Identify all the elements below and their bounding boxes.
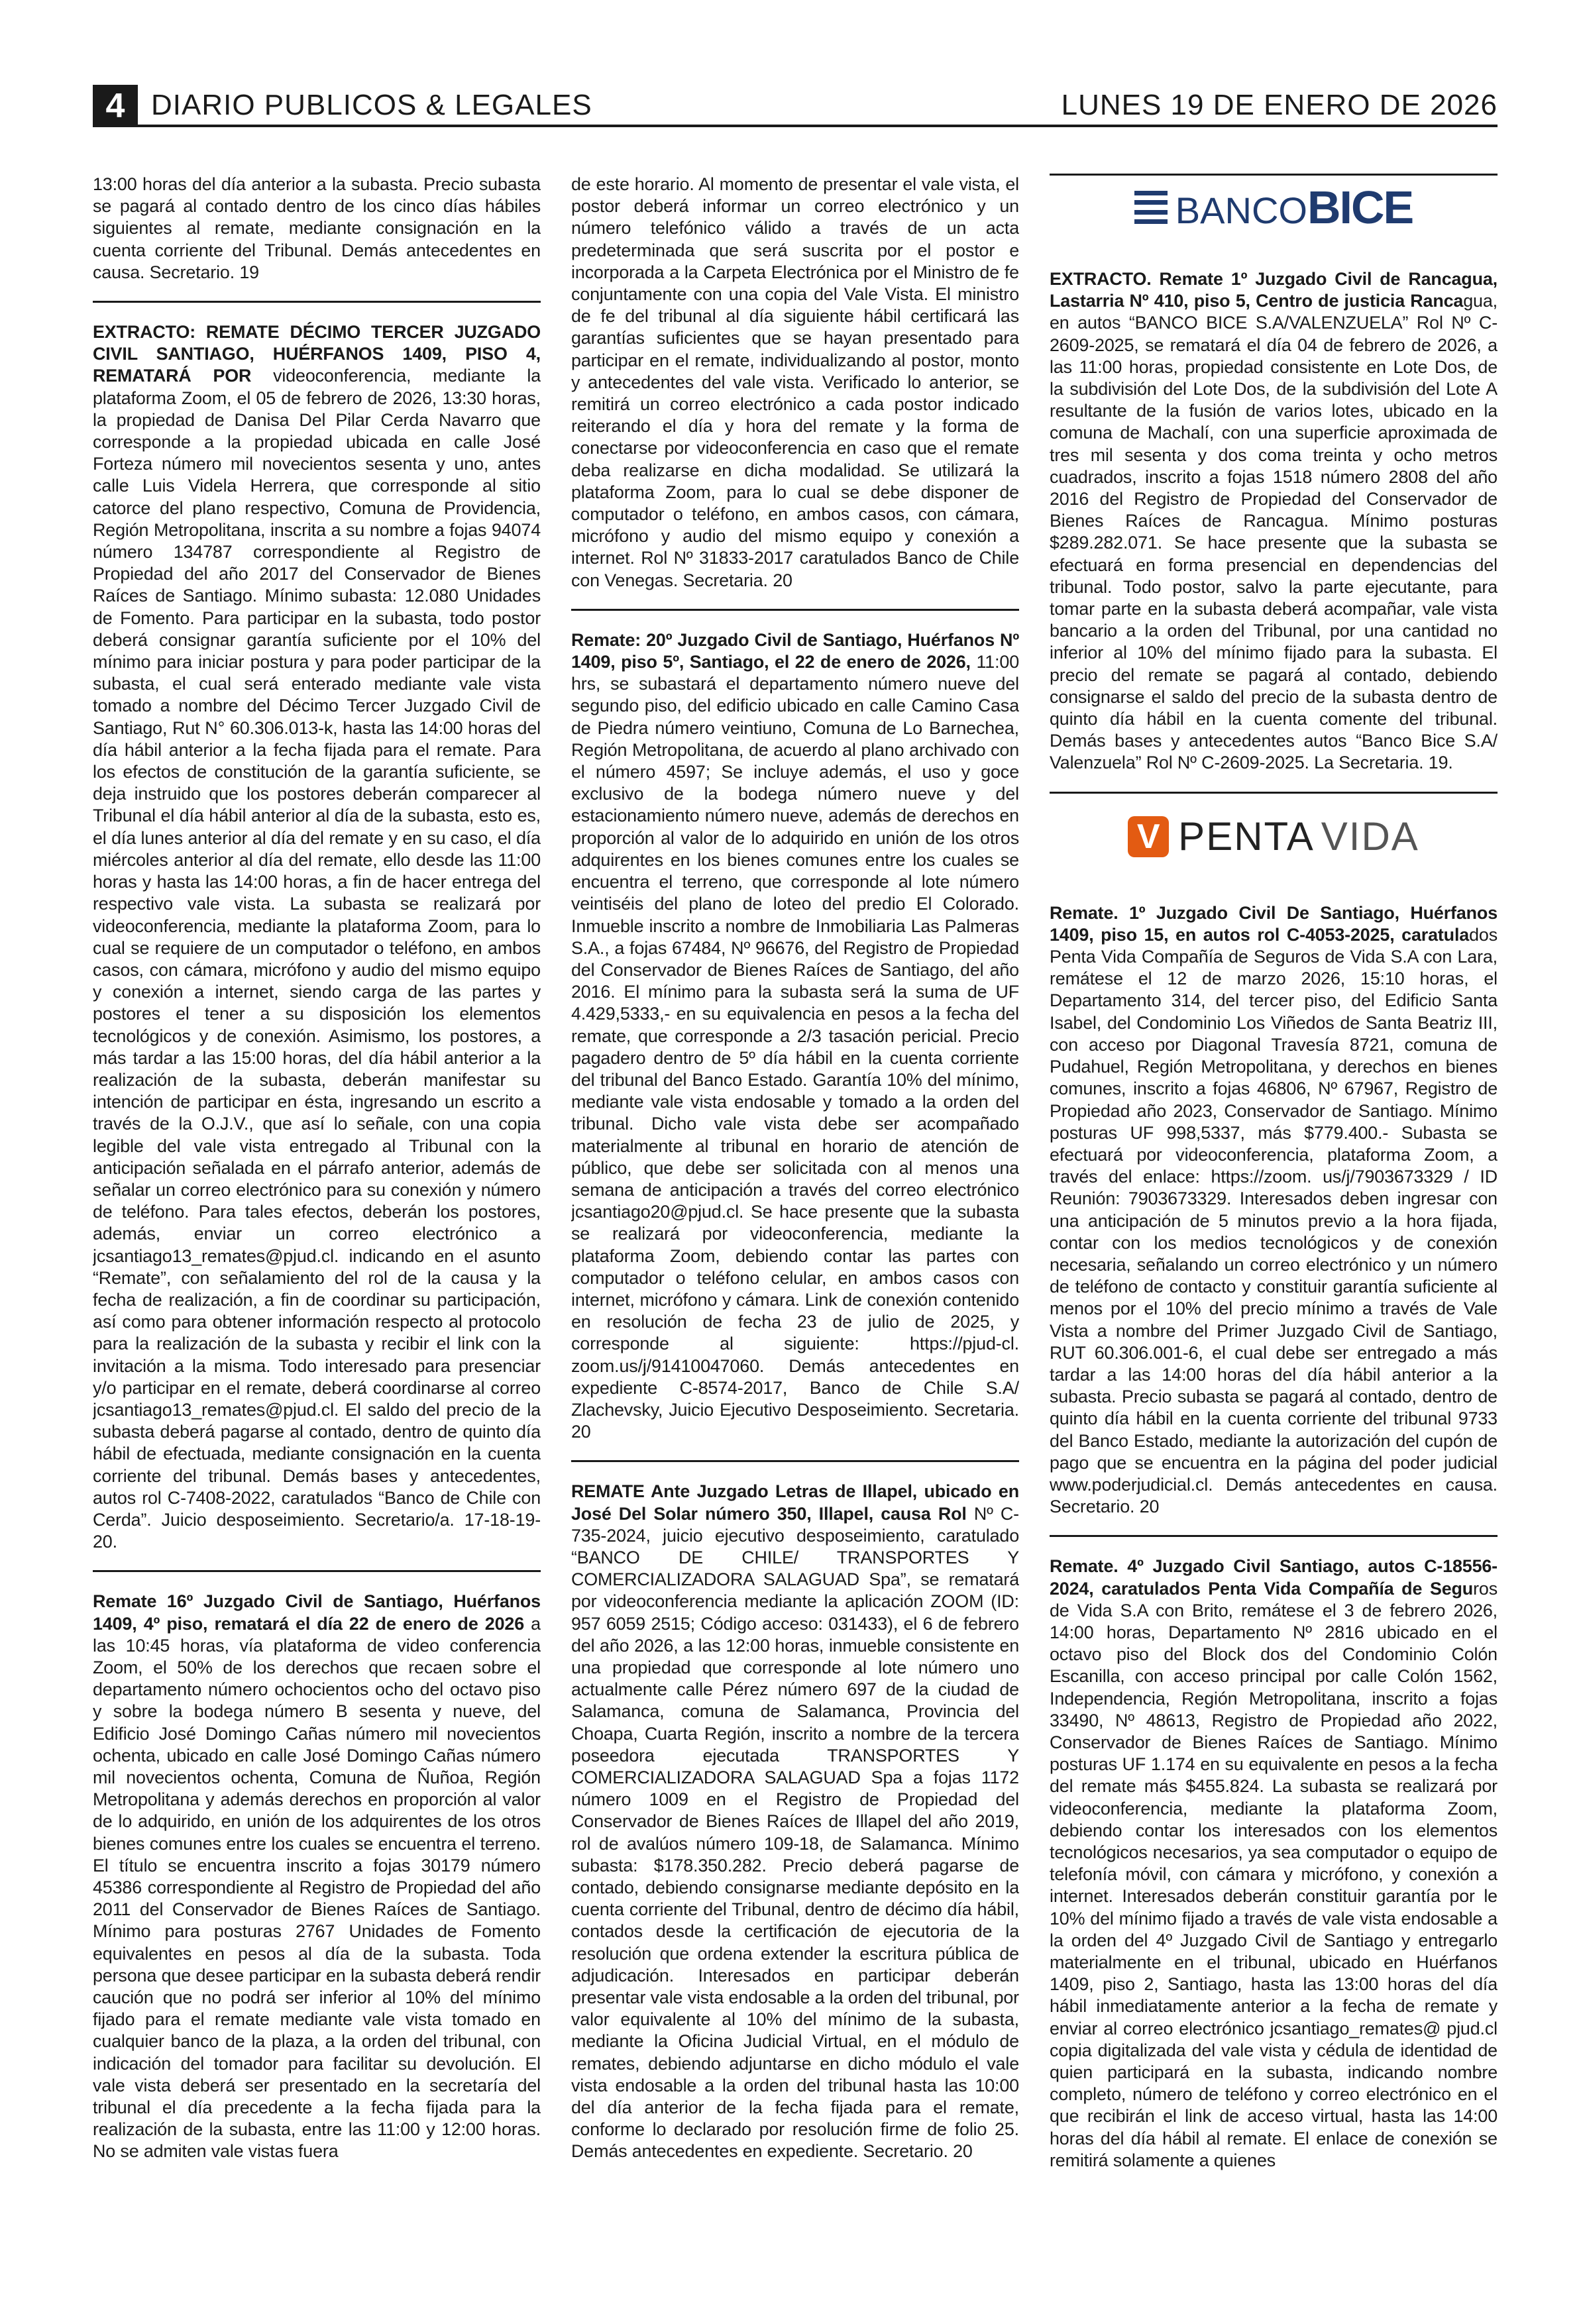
bice-logo-word-2: BICE [1307,182,1413,233]
notice-heading: Remate: 20º Juzgado Civil de Santiago, Huérfanos Nº 1409, piso 5º, Santiago, el 22 de enero de 2026, [571,629,1019,672]
notice-heading: Remate 16º Juzgado Civil de Santiago, Huérfanos 1409, 4º piso, rematará el día 22 de enero de 2026 [93,1591,541,1634]
notice-16-juzgado [93,1591,541,2162]
penta-logo-word-1: PENTA [1178,814,1315,859]
publication-date: LUNES 19 DE ENERO DE 2026 [1061,89,1498,121]
notice-continued [93,174,541,284]
notice-body: gua, en autos “BANCO BICE S.A/VALENZUELA” Rol Nº C-2609-2025, se rematará el día 04 de febrero de 2026, a las 11:00 horas, propiedad consistente en Lote Dos, de la subdivisión del Lote Dos, de la subdivisión del Lote A resultante de la fusión de varios lotes, ubicado en la comuna de Machalí, con una superficie aproximada de tres mil sesenta y dos coma treinta y ocho metros cuadrados, inscrito a fojas 1518 número 2808 del año 2016 del Registro de Propiedad del Conservador de Bienes Raíces de Rancagua. Mínimo posturas $289.282.071. Se hace presente que la subasta se efectuará en forma presencial en dependencias del tribunal. Todo postor, salvo la parte ejecutante, para tomar parte en la subasta deberá acompañar, vale vista bancario a la orden del Tribunal, por una cantidad no inferior al 10% del mínimo fijado para la subasta. El precio del remate se pagará al contado, debiendo consignarse el saldo del precio de la subasta dentro de quinto día hábil en la cuenta comente del tribunal. Demás bases y antecedentes autos “Banco Bice S.A/ Valenzuela” Rol Nº C-2609-2025. La Secretaria. 19. [1050,291,1498,773]
notice-heading: EXTRACTO. Remate 1º Juzgado Civil de Rancagua, Lastarria Nº 410, piso 5, Centro de justicia Ranca [1050,269,1498,311]
divider [93,1570,541,1572]
notice-body: dos Penta Vida Compañía de Seguros de Vida S.A con Lara, remátese el 12 de marzo 2026, 15:10 horas, el Departamento 314, del tercer piso, del Edificio Santa Isabel, del Condominio Los Viñedos de Santa Beatriz III, con acceso por Diagonal Travesía 8721, comuna de Pudahuel, Región Metropolitana, y derechos en bienes comunes, inscrito a fojas 46806, Nº 67967, Registro de Propiedad año 2023, Conservador de Santiago. Mínimo posturas UF 998,5337, más $779.400.- Subasta se efectuará por videoconferencia, plataforma Zoom, a través del enlace: https://zoom. us/j/7903673329 / ID Reunión: 7903673329. Interesados deben ingresar con una anticipación de 5 minutos previo a la hora fijada, contar con los medios tecnológicos y de conexión necesaria, señalando un correo electrónico y un número de teléfono de contacto y constituir garantía suficiente al menos por el 10% del precio mínimo a través de Vale Vista a nombre del Primer Juzgado Civil de Santiago, RUT 60.306.001-6, el cual debe ser entregado a más tardar a las 14:00 horas del día hábil anterior a la subasta. Precio subasta se pagará al contado, dentro de quinto día hábil en la cuenta corriente del tribunal 9733 del Banco Estado, mediante la autorización del cupón de pago que se encuentra en la página del poder judicial www.poderjudicial.cl. Demás antecedentes en causa. Secretario. 20 [1050,924,1498,1517]
divider [571,1460,1019,1462]
page-header [93,85,1498,127]
notice-penta-2 [1050,1556,1498,2172]
notice-body: de este horario. Al momento de presentar el vale vista, el postor deberá informar un correo electrónico y un número telefónico válido a través de un acta predeterminada que será suscrita por el postor e incorporada a la Carpeta Electrónica por el Ministro de fe conjuntamente con una copia del Vale Vista. El ministro de fe del tribunal al día siguiente hábil certificará las garantías suficientes que se hayan presentado para participar en el remate, individualizando al postor, monto y antecedentes del vale vista. Verificado lo anterior, se remitirá un correo electrónico a cada postor indicado reiterando el día y hora del remate y la forma de conectarse por videoconferencia en caso que el remate deba realizarse en dicha modalidad. Se utilizará la plataforma Zoom, para lo cual se debe disponer de computador o teléfono, en ambos casos, con cámara, micrófono y audio del mismo equipo y conexión a internet. Rol Nº 31833-2017 caratulados Banco de Chile con Venegas. Secretaria. 20 [571,174,1019,590]
notice-heading: Remate. 4º Juzgado Civil Santiago, autos C-18556-2024, caratulados Penta Vida Compañía de Segu [1050,1556,1498,1599]
notice-body: a las 10:45 horas, vía plataforma de video conferencia Zoom, el 50% de los derechos que recaen sobre el departamento número ochocientos ocho del octavo piso y sobre la bodega número B sesenta y nueve, del Edificio José Domingo Cañas número mil novecientos ochenta, ubicado en calle José Domingo Cañas número mil novecientos ochenta, Comuna de Ñuñoa, Región Metropolitana y además derechos en proporción al valor de lo adquirido, en unión de los adquirentes de los otros bienes comunes entre los cuales se encuentra el terreno. El título se encuentra inscrito a fojas 30179 número 45386 correspondiente al Registro de Propiedad del año 2011 del Conservador de Bienes Raíces de Santiago. Mínimo para posturas 2767 Unidades de Fomento equivalentes en pesos al día de la subasta. Toda persona que desee participar en la subasta deberá rendir caución que no podrá ser inferior al 10% del mínimo fijado para el remate mediante vale vista tomado en cualquier banco de la plaza, a la orden del tribunal, con indicación del tomador para facilitar su devolución. El vale vista deberá ser presentado en la secretaría del tribunal el día precedente a la fecha fijada para la realización de la subasta, entre las 11:00 y 12:00 horas. No se admiten vale vistas fuera [93,1613,541,2162]
penta-vida-logo [1050,814,1498,860]
notice-13-juzgado [93,321,541,1553]
notice-continued [571,174,1019,592]
publication-name: DIARIO PUBLICOS & LEGALES [151,89,592,121]
notice-body: Nº C-735-2024, juicio ejecutivo desposeimiento, caratulado “BANCO DE CHILE/ TRANSPORTES Y COMERCIALIZADORA SALAGUAD Spa”, se rematará por videoconferencia mediante la aplicación ZOOM (ID: 957 6059 2515; Código acceso: 031433), el 6 de febrero del año 2026, a las 12:00 horas, inmueble consistente en una propiedad que corresponde al lote número uno actualmente calle Pérez número 697 de la ciudad de Salamanca, comuna de Salamanca, Provincia del Choapa, Cuarta Región, inscrito a nombre de la tercera poseedora ejecutada TRANSPORTES Y COMERCIALIZADORA SALAGUAD Spa a fojas 1172 número 1009 en el Registro de Propiedad del Conservador de Bienes Raíces de Illapel del año 2019, rol de avalúos número 109-18, de Salamanca. Mínimo subasta: $178.350.282. Precio deberá pagarse de contado, debiendo consignarse mediante depósito en la cuenta corriente del Tribunal, dentro de décimo día hábil, contados desde la certificación de ejecutoria de la resolución que ordena extender la escritura pública de adjudicación. Interesados en participar deberán presentar vale vista endosable a la orden del tribunal, por valor equivalente al 10% del mínimo de la subasta, mediante la Oficina Judicial Virtual, en el módulo de remates, debiendo adjuntarse en dicho módulo el vale vista endosable a la orden del tribunal hasta las 10:00 del día anterior de la fecha fijada para el remate, conforme lo declarado por resolución firme de folio 25. Demás antecedentes en expediente. Secretario. 20 [571,1503,1019,2162]
bice-lines-icon [1134,191,1168,224]
column-1 [93,174,541,2303]
penta-logo-word-2: VIDA [1321,814,1419,859]
notice-heading: Remate. 1º Juzgado Civil De Santiago, Huérfanos 1409, piso 15, en autos rol C-4053-2025, caratula [1050,902,1498,945]
notice-body: ros de Vida S.A con Brito, remátese el 3 de febrero 2026, 14:00 horas, Departamento Nº 2816 ubicado en el octavo piso del Block dos del Condominio Colón Escanilla, con acceso principal por calle Colón 1562, Independencia, Región Metropolitana, inscrito a fojas 33490, Nº 48613, Registro de Propiedad año 2022, Conservador de Bienes Raíces de Santiago. Mínimo posturas UF 1.174 en su equivalente en pesos a la fecha del remate más $455.824. La subasta se realizará por videoconferencia, mediante la plataforma Zoom, debiendo contar los interesados con los elementos tecnológicos necesarios, ya sea computador o equipo de telefonía móvil, con cámara y micrófono, y conexión a internet. Interesados deberán constituir garantía por le 10% del mínimo fijado a través de vale vista endosable a la orden del 4º Juzgado Civil de Santiago y entregarlo materialmente en el tribunal, ubicado en Huérfanos 1409, piso 2, Santiago, hasta las 13:00 horas del día hábil inmediatamente anterior a la fecha de remate y enviar al correo electrónico jcsantiago_remates@ pjud.cl copia digitalizada del vale vista y cédula de identidad de quien participará en la subasta, indicando nombre completo, número de teléfono y correo electrónico en el que recibirán el link de acceso virtual, hasta las 14:00 horas del día hábil al remate. El enlace de conexión se remitirá solamente a quienes [1050,1578,1498,2170]
notice-body: videoconferencia, mediante la plataforma Zoom, el 05 de febrero de 2026, 13:30 horas, la propiedad de Danisa Del Pilar Cerda Navarro que corresponde a la propiedad ubicada en calle José Forteza número mil novecientos sesenta y uno, antes calle Luis Videla Herrera, que corresponde al sitio catorce del plano respectivo, Comuna de Providencia, Región Metropolitana, inscrita a su nombre a fojas 94074 número 134787 correspondiente al Registro de Propiedad del año 2017 del Conservador de Bienes Raíces de Santiago. Mínimo subasta: 12.080 Unidades de Fomento. Para participar en la subasta, todo postor deberá consignar garantía suficiente por el 10% del mínimo para iniciar postura y para poder participar de la subasta, el cual será enterado mediante vale vista tomado a nombre del Décimo Tercer Juzgado Civil de Santiago, Rut N° 60.306.013-k, hasta las 14:00 horas del día hábil anterior a la fecha fijada para el remate. Para los efectos de constitución de la garantía suficiente, se deja instruido que los postores deberán comparecer al Tribunal el día hábil anterior al día de la subasta, esto es, el día lunes anterior al día del remate y en su caso, el día miércoles anterior al día del remate, ello desde las 11:00 horas y hasta las 14:00 horas, a fin de hacer entrega del respectivo vale vista. La subasta se realizará por videoconferencia, mediante la plataforma Zoom, para lo cual se requiere de un computador o teléfono, en ambos casos, con cámara, micrófono y audio del mismo equipo y conexión a internet, siendo carga de las partes y postores el tener a su disposición los elementos tecnológicos y de conexión. Asimismo, los postores, a más tardar a las 15:00 horas, del día hábil anterior a la realización de la subasta, deberán manifestar su intención de participar en ésta, ingresando un escrito a través de la O.J.V., que así lo señale, con una copia legible del vale vista entregado al Tribunal con la anticipación señalada en el párrafo anterior, además de señalar un correo electrónico para su conexión y número de teléfono. Para tales efectos, deberán los postores, además, enviar un correo electrónico a jcsantiago13_remates@pjud.cl. indicando en el asunto “Remate”, con señalamiento del rol de la causa y la fecha de realización, a fin de coordinar su participación, así como para obtener información respecto al protocolo para la realización de la subasta y recibir el link con la invitación a la misma. Todo interesado para presenciar y/o participar en el remate, deberá coordinarse al correo jcsantiago13_remates@pjud.cl. El saldo del precio de la subasta deberá pagarse al contado, dentro de quinto día hábil de efectuada, mediante consignación en la cuenta corriente del tribunal. Demás bases y antecedentes, autos rol C-7408-2022, caratulados “Banco de Chile con Cerda”. Juicio desposeimiento. Secretario/a. 17-18-19-20. [93,366,541,1552]
notice-heading: REMATE Ante Juzgado Letras de Illapel, ubicado en José Del Solar número 350, Illapel, causa Rol [571,1481,1019,1524]
column-3 [1050,174,1498,2303]
notice-body: 11:00 hrs, se subastará el departamento número nueve del segundo piso, del edificio ubicado en calle Camino Casa de Piedra número veintiuno, Comuna de Lo Barnechea, Región Metropolitana, de acuerdo al plano archivado con el número 4597; Se incluye además, el uso y goce exclusivo de la bodega número nueve y del estacionamiento número nueve, además de derechos en proporción al valor de lo adquirido en unión de los otros adquirentes en los bienes comunes entre los cuales se encuentra el terreno, que corresponde al lote número veintiséis del plano de loteo del predio El Colorado. Inmueble inscrito a nombre de Inmobiliaria Las Palmeras S.A., a fojas 67484, Nº 96676, del Registro de Propiedad del Conservador de Bienes Raíces de Santiago, del año 2016. El mínimo para la subasta será la suma de UF 4.429,5333,- en su equivalencia en pesos a la fecha del remate, que corresponde a 2/3 tasación pericial. Precio pagadero dentro de 5º día hábil en la cuenta corriente del tribunal del Banco Estado. Garantía 10% del mínimo, mediante vale vista endosable y tomado a la orden del tribunal. Dicho vale vista debe ser acompañado materialmente al tribunal en horario de atención de público, que debe ser solicitada con al menos una semana de anticipación a través del correo electrónico jcsantiago20@pjud.cl. Se hace presente que la subasta se realizará por videoconferencia, mediante la plataforma Zoom, debiendo contar las partes con computador o teléfono celular, en ambos casos con internet, micrófono y cámara. Link de conexión contenido en resolución de fecha 23 de julio de 2025, y corresponde al siguiente: https://pjud-cl. zoom.us/j/91410047060. Demás antecedentes en expediente C-8574-2017, Banco de Chile S.A/ Zlachevsky, Juicio Ejecutivo Desposeimiento. Secretaria. 20 [571,652,1019,1442]
divider [571,609,1019,611]
divider [1050,792,1498,794]
page-number: 4 [93,85,138,127]
divider [1050,1535,1498,1537]
penta-v-icon: V [1128,816,1169,857]
notice-heading: EXTRACTO: REMATE DÉCIMO TERCER JUZGADO CIVIL SANTIAGO, HUÉRFANOS 1409, PISO 4, REMATARÁ POR [93,322,541,386]
notice-bice [1050,268,1498,774]
column-2 [571,174,1019,2303]
notice-20-juzgado [571,629,1019,1444]
notice-body: 13:00 horas del día anterior a la subasta. Precio subasta se pagará al contado dentro de los cinco días hábiles siguientes al remate, mediante consignación en la cuenta corriente del Tribunal. Demás antecedentes en causa. Secretario. 19 [93,174,541,282]
bice-logo-word-1: BANCO [1175,189,1307,231]
divider [93,301,541,303]
notice-illapel [571,1481,1019,2162]
banco-bice-logo [1050,176,1498,239]
notice-penta-1 [1050,902,1498,1518]
